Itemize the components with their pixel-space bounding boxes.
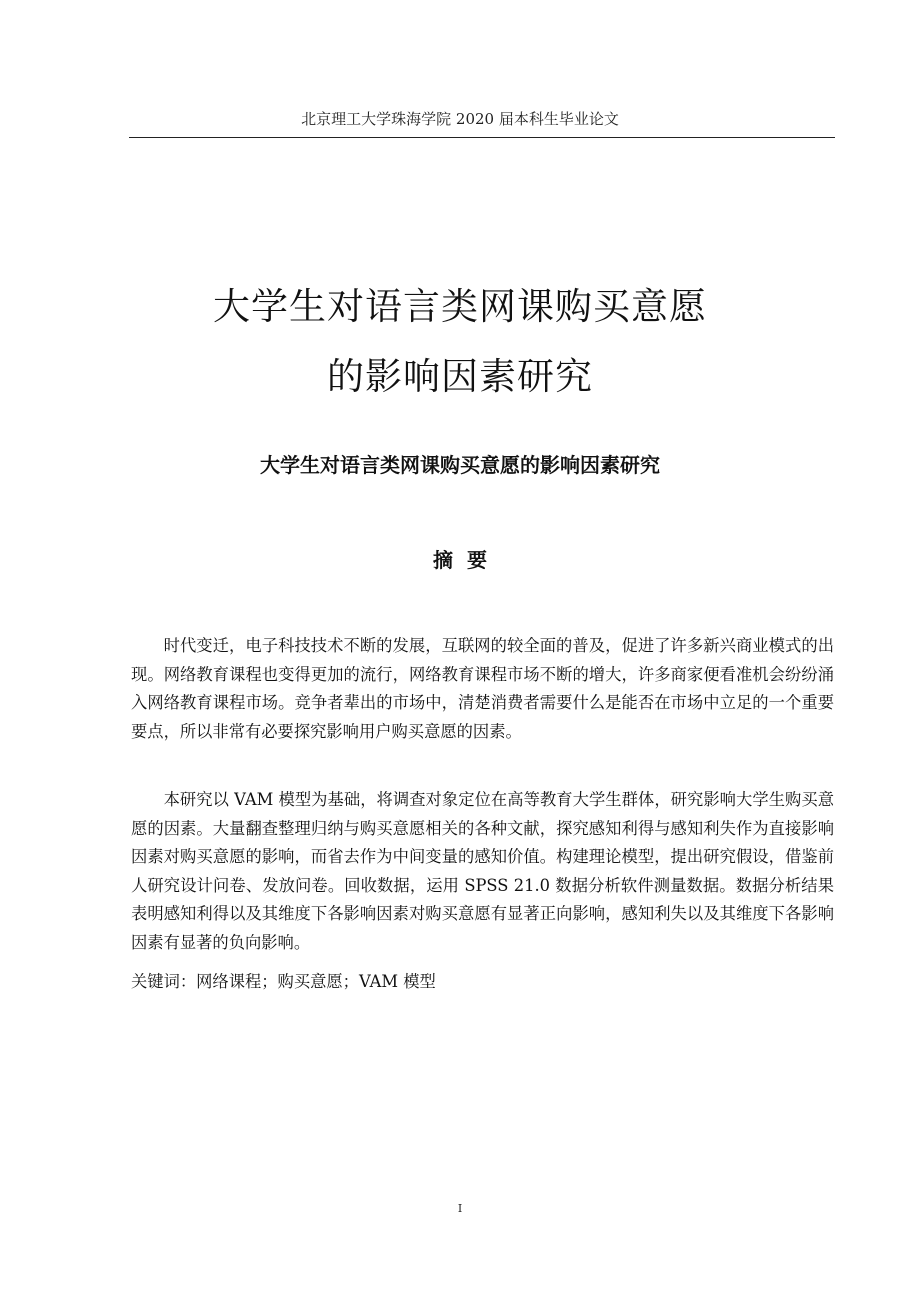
page-number: I (457, 1202, 463, 1215)
header-rule (129, 137, 835, 138)
main-title-line-1: 大学生对语言类网课购买意愿 (213, 285, 707, 328)
running-header: 北京理工大学珠海学院 2020 届本科生毕业论文 (301, 110, 619, 128)
keywords-line: 关键词：网络课程；购买意愿；VAM 模型 (131, 972, 436, 991)
abstract-paragraph-1: 时代变迁，电子科技技术不断的发展，互联网的较全面的普及，促进了许多新兴商业模式的出现。网络教育课程也变得更加的流行，网络教育课程市场不断的增大，许多商家便看准机会纷纷涌入网络教育课程市场。竞争者辈出的市场中，清楚消费者需要什么是能否在市场中立足的一个重要要点，所以非常有必要探究影响用户购买意愿的因素。 (131, 636, 834, 741)
abstract-paragraph-2: 本研究以 VAM 模型为基础，将调查对象定位在高等教育大学生群体，研究影响大学生购买意愿的因素。大量翻查整理归纳与购买意愿相关的各种文献，探究感知利得与感知利失作为直接影响因素对购买意愿的影响，而省去作为中间变量的感知价值。构建理论模型，提出研究假设，借鉴前人研究设计问卷、发放问卷。回收数据，运用 SPSS 21.0 数据分析软件测量数据。数据分析结果表明感知利得以及其维度下各影响因素对购买意愿有显著正向影响，感知利失以及其维度下各影响因素有显著的负向影响。 (131, 790, 834, 952)
abstract-title: 大学生对语言类网课购买意愿的影响因素研究 (260, 453, 660, 477)
abstract-heading: 摘要 (433, 548, 501, 572)
main-title-line-2: 的影响因素研究 (327, 355, 593, 398)
